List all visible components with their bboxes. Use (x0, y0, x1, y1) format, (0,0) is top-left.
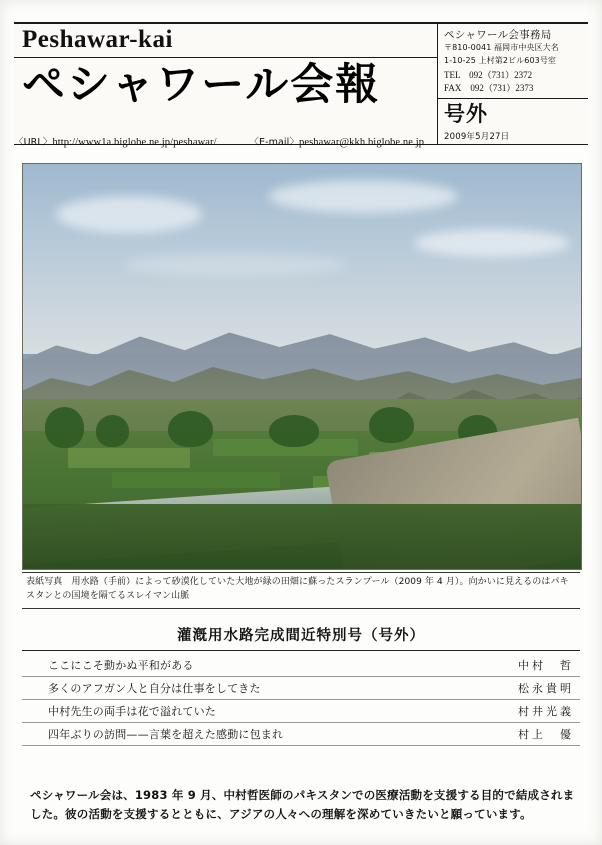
contents-item-title: 多くのアフガン人と自分は仕事をしてきた (48, 682, 261, 695)
cloud-1 (56, 196, 201, 232)
contents-list (22, 651, 580, 746)
tree-cluster-3 (168, 411, 213, 447)
email-segment (249, 134, 424, 148)
masthead-office-block (438, 24, 588, 144)
foreground-vegetation (23, 504, 581, 569)
list-item[interactable] (22, 677, 580, 700)
cloud-3 (414, 229, 570, 257)
email-label: 〈E-mail〉 (249, 137, 299, 148)
office-contact-numbers (438, 69, 588, 99)
contents-item-title: ここにこそ動かぬ平和がある (48, 659, 194, 672)
office-fax: FAX 092（731）2373 (444, 82, 534, 93)
url-value[interactable]: http://www1a.biglobe.ne.jp/peshawar/ (52, 137, 217, 148)
list-item[interactable] (22, 723, 580, 746)
issue-date: 2009年5月27日 (444, 131, 510, 142)
kanji-title: ペシャワール会報 (22, 60, 381, 111)
tree-cluster-5 (369, 407, 414, 443)
contents-item-author: 村井光義 (518, 705, 574, 718)
url-segment (14, 134, 217, 148)
organization-statement: ペシャワール会は、1983 年 9 月、中村哲医師のパキスタンでの医療活動を支援する目的で結成されました。彼の活動を支援するとともに、アジアの人々への理解を深めていきたいと願っています。 (30, 788, 575, 821)
caption-lead: 表紙写真 (26, 577, 63, 587)
url-label: 〈URL〉 (14, 137, 53, 148)
email-value[interactable]: peshawar@kkh.biglobe.ne.jp (298, 137, 425, 148)
masthead (14, 22, 588, 145)
tree-cluster-4 (269, 415, 319, 447)
photo-caption (22, 572, 580, 609)
office-address-line-2: 1-10-25 上村第2ビル603号室 (444, 55, 557, 65)
contents-item-title: 中村先生の両手は花で溢れていた (48, 705, 216, 718)
cloud-2 (269, 180, 459, 212)
contents-item-author: 中村 哲 (518, 659, 574, 672)
issue-label: 号外 (444, 101, 488, 126)
contents-item-title: 四年ぶりの訪問——言葉を超えた感動に包まれ (48, 728, 284, 741)
romaji-title-bar (14, 24, 437, 58)
contents-item-author: 村上 優 (518, 728, 574, 741)
tree-cluster-2 (96, 415, 129, 447)
contents-title: 灌漑用水路完成間近特別号（号外） (22, 620, 580, 651)
contents-section (22, 620, 580, 746)
masthead-title-block (14, 24, 438, 144)
romaji-title: Peshawar-kai (22, 26, 173, 53)
office-tel: TEL 092（731）2372 (444, 69, 533, 80)
field-patch-1 (68, 448, 191, 468)
contents-item-author: 松永貴明 (518, 682, 574, 695)
caption-text: 用水路（手前）によって砂漠化していた大地が緑の田畑に蘇ったスランプール（2009 年 4 月）。向かいに見えるのはパキスタンとの国境を隔てるスレイマン山脈 (26, 577, 569, 601)
tree-cluster-1 (45, 407, 84, 448)
list-item[interactable] (22, 700, 580, 723)
contact-line (14, 134, 588, 148)
list-item[interactable] (22, 654, 580, 677)
field-patch-4 (112, 472, 279, 488)
cover-photo (22, 163, 582, 570)
office-name: ペシャワール会事務局 (444, 29, 552, 41)
office-address-line-1: 〒810-0041 福岡市中央区大名 (444, 43, 559, 52)
